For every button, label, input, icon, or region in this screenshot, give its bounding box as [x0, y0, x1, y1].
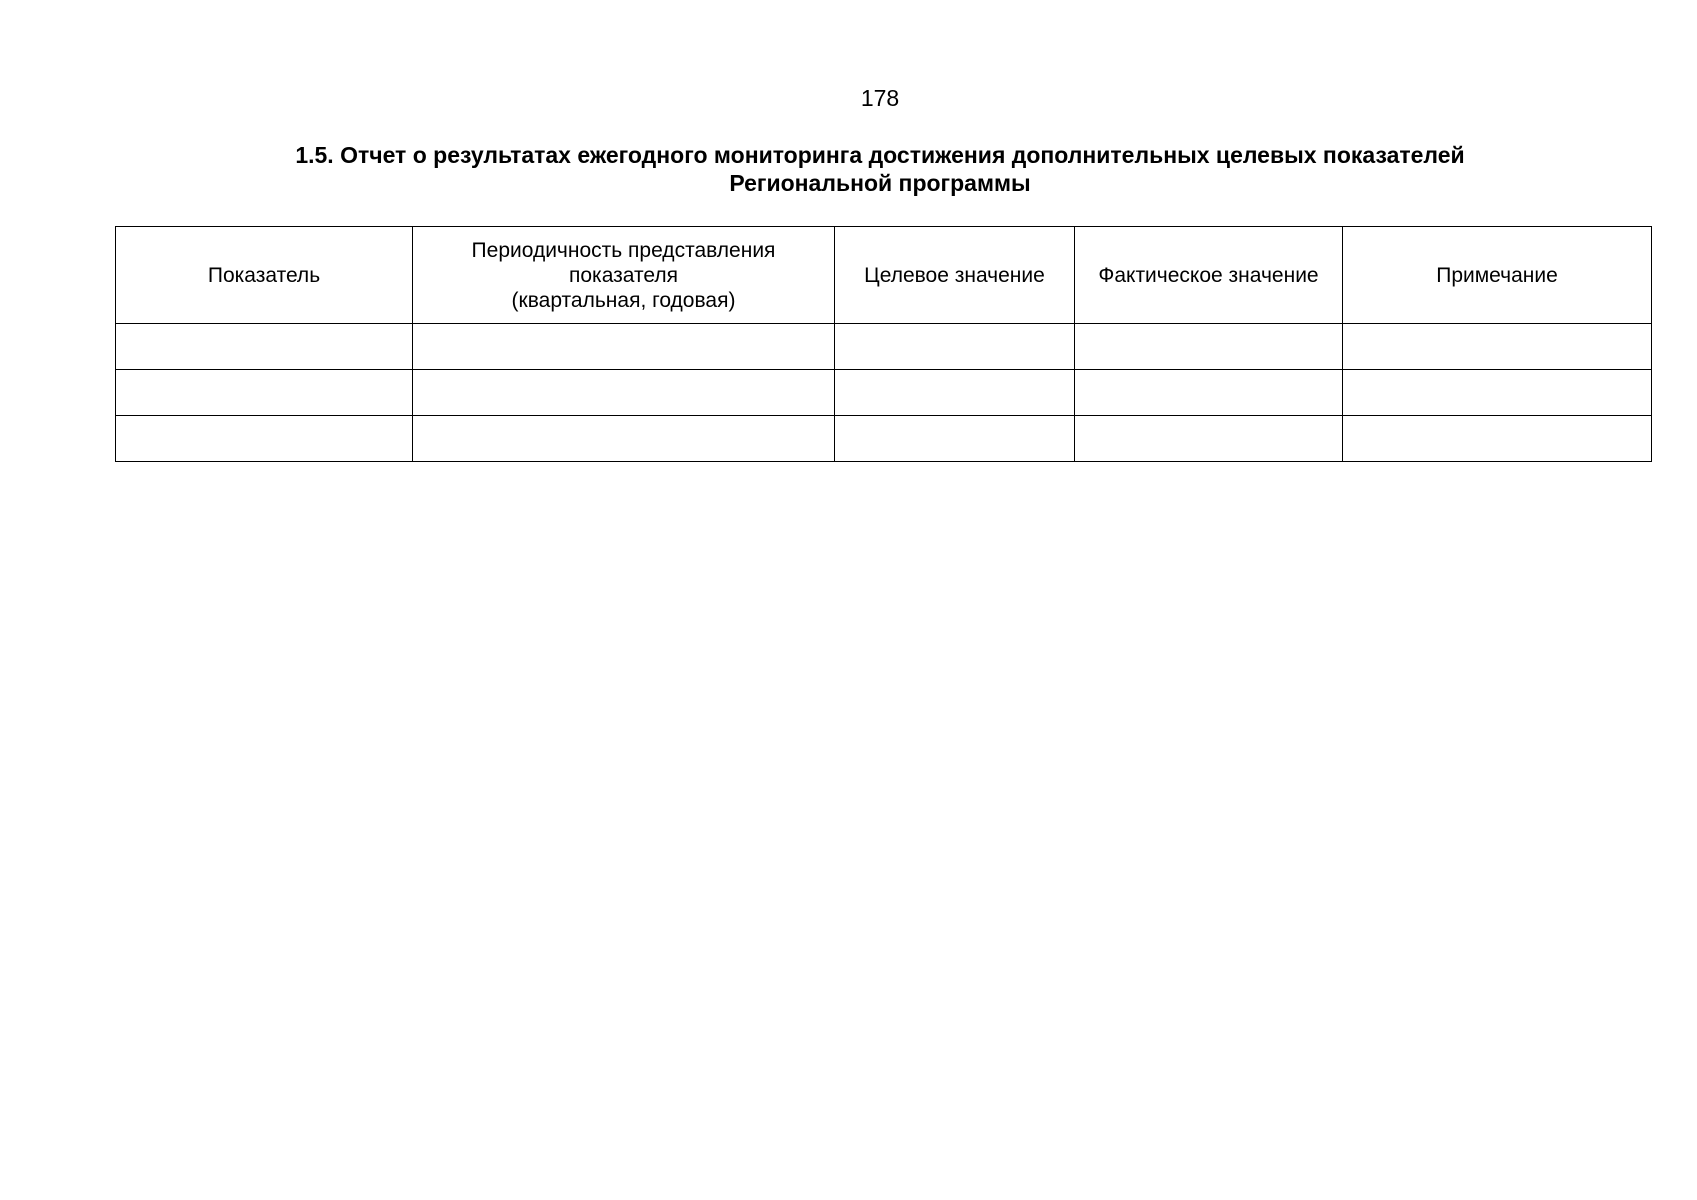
- table-cell: [835, 324, 1075, 370]
- page-number: 178: [860, 85, 900, 111]
- header-note: Примечание: [1343, 227, 1652, 324]
- table-cell: [413, 324, 835, 370]
- header-actual-value: Фактическое значение: [1075, 227, 1343, 324]
- table-row: [116, 416, 1652, 462]
- table-header-row: [116, 227, 1652, 324]
- header-periodicity: [413, 227, 835, 324]
- document-title: [100, 141, 1660, 197]
- table-cell: [116, 324, 413, 370]
- table-cell: [1075, 324, 1343, 370]
- table-cell: [116, 416, 413, 462]
- table-cell: [1075, 416, 1343, 462]
- header-periodicity-line-3: (квартальная, годовая): [511, 288, 736, 312]
- table-cell: [116, 370, 413, 416]
- header-indicator: Показатель: [116, 227, 413, 324]
- table-cell: [413, 416, 835, 462]
- table-cell: [1343, 324, 1652, 370]
- report-table: [115, 226, 1652, 462]
- title-line-2: Региональной программы: [729, 170, 1031, 196]
- table-cell: [413, 370, 835, 416]
- table-row: [116, 324, 1652, 370]
- table-cell: [1075, 370, 1343, 416]
- table-cell: [1343, 370, 1652, 416]
- table-cell: [1343, 416, 1652, 462]
- header-periodicity-line-2: показателя: [569, 263, 678, 287]
- title-line-1: 1.5. Отчет о результатах ежегодного мониторинга достижения дополнительных целевых показателей: [295, 142, 1465, 168]
- table-cell: [835, 370, 1075, 416]
- table-row: [116, 370, 1652, 416]
- table-cell: [835, 416, 1075, 462]
- header-target-value: Целевое значение: [835, 227, 1075, 324]
- header-periodicity-line-1: Периодичность представления: [471, 238, 776, 262]
